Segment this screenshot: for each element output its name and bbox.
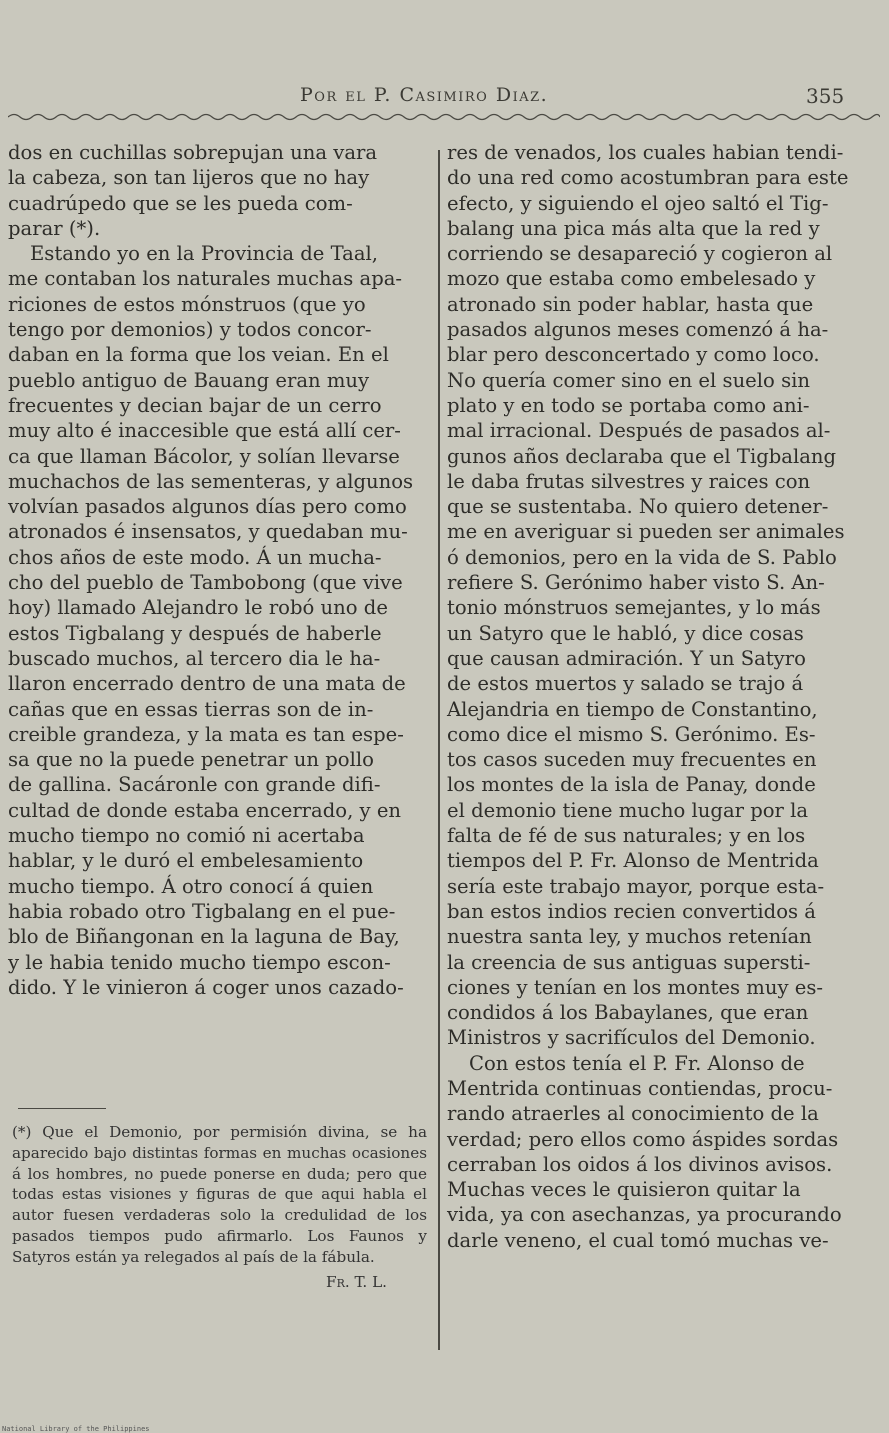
text-line: verdad; pero ellos como áspides sordas [447, 1127, 839, 1151]
text-line: Con estos tenía el P. Fr. Alonso de [469, 1051, 805, 1075]
text-line: que causan admiración. Y un Satyro [447, 646, 806, 670]
text-line: sa que no la puede penetrar un pollo [8, 748, 374, 772]
text-line: daban en la forma que los veian. En el [8, 343, 389, 367]
text-line: de gallina. Sacáronle con grande difi- [8, 773, 381, 797]
text-line: blar pero desconcertado y como loco. [447, 343, 820, 367]
text-line: que se sustentaba. No quiero detener- [447, 495, 829, 519]
right-column [447, 140, 867, 1253]
text-line: atronados é insensatos, y quedaban mu- [8, 520, 408, 544]
text-line: un Satyro que le habló, y dice cosas [447, 621, 804, 645]
text-line: res de venados, los cuales habian tendi- [447, 141, 844, 164]
text-line: la creencia de sus antiguas supersti- [447, 950, 811, 974]
text-line: chos años de este modo. Á un mucha- [8, 545, 382, 569]
text-line: condidos á los Babaylanes, que eran [447, 1001, 809, 1025]
text-line: balang una pica más alta que la red y [447, 216, 820, 240]
text-line: mal irracional. Después de pasados al- [447, 419, 831, 443]
text-line: ban estos indios recien convertidos á [447, 899, 816, 923]
text-line: mucho tiempo no comió ni acertaba [8, 824, 365, 848]
text-line: tonio mónstruos semejantes, y lo más [447, 596, 821, 620]
text-line: cho del pueblo de Tambobong (que vive [8, 571, 403, 595]
text-line: vida, ya con asechanzas, ya procurando [447, 1203, 842, 1227]
text-line: gunos años declaraba que el Tigbalang [447, 444, 837, 468]
library-credit: National Library of the Philippines [2, 1425, 150, 1433]
text-line: cañas que en essas tierras son de in- [8, 697, 374, 721]
text-line: plato y en todo se portaba como ani- [447, 393, 810, 417]
text-line: me contaban los naturales muchas apa- [8, 267, 403, 291]
text-line: Ministros y sacrifículos del Demonio. [447, 1026, 816, 1050]
text-line: nuestra santa ley, y muchos retenían [447, 925, 812, 949]
text-line: me en averiguar si pueden ser animales [447, 520, 845, 544]
text-line: ca que llaman Bácolor, y solían llevarse [8, 444, 400, 468]
footnote-text: (*) Que el Demonio, por permisión divina, se ha aparecido bajo distintas formas en muchas ocasiones á los hombres, no puede ponerse en duda; pero que todas estas visiones y figuras de que aqui habla el autor fuesen verdaderas solo la credulidad de los pasados tiempos pudo afirmarlo. Los Faunos y Satyros están ya relegados al país de la fábula. [12, 1123, 427, 1266]
text-line: creible grandeza, y la mata es tan espe- [8, 722, 404, 746]
text-line: buscado muchos, al tercero dia le ha- [8, 646, 381, 670]
text-line: cultad de donde estaba encerrado, y en [8, 798, 402, 822]
text-line: ciones y tenían en los montes muy es- [447, 975, 824, 999]
text-line: volvían pasados algunos días pero como [8, 495, 407, 519]
left-column [8, 140, 426, 1000]
column-divider [438, 150, 440, 1350]
text-line: de estos muertos y salado se trajo á [447, 672, 804, 696]
footnote-signature: Fr. T. L. [326, 1272, 387, 1291]
footnote [12, 1122, 427, 1292]
text-line: tos casos suceden muy frecuentes en [447, 748, 817, 772]
text-line: Alejandria en tiempo de Constantino, [447, 697, 818, 721]
text-line: pasados algunos meses comenzó á ha- [447, 318, 829, 342]
text-line: refiere S. Gerónimo haber visto S. An- [447, 571, 825, 595]
text-line: habia robado otro Tigbalang en el pue- [8, 899, 396, 923]
text-line: Muchas veces le quisieron quitar la [447, 1178, 801, 1202]
text-line: rando atraerles al conocimiento de la [447, 1102, 819, 1126]
text-line: la cabeza, son tan lijeros que no hay [8, 166, 370, 190]
text-line: riciones de estos mónstruos (que yo [8, 292, 366, 316]
text-line: frecuentes y decian bajar de un cerro [8, 393, 382, 417]
text-line: sería este trabajo mayor, porque esta- [447, 874, 825, 898]
text-line: estos Tigbalang y después de haberle [8, 621, 382, 645]
text-line: le daba frutas silvestres y raices con [447, 469, 811, 493]
running-title: Por el P. Casimiro Diaz. [300, 84, 549, 106]
text-line: hablar, y le duró el embelesamiento [8, 849, 364, 873]
text-line: do una red como acostumbran para este [447, 166, 849, 190]
text-line: cerraban los oidos á los divinos avisos. [447, 1152, 833, 1176]
text-line: los montes de la isla de Panay, donde [447, 773, 816, 797]
text-line: falta de fé de sus naturales; y en los [447, 824, 806, 848]
text-line: mozo que estaba como embelesado y [447, 267, 816, 291]
header-wavy-rule [8, 110, 880, 124]
text-line: efecto, y siguiendo el ojeo saltó el Tig- [447, 191, 829, 215]
text-line: mucho tiempo. Á otro conocí á quien [8, 874, 374, 898]
text-line: llaron encerrado dentro de una mata de [8, 672, 406, 696]
text-line: cuadrúpedo que se les pueda com- [8, 191, 353, 215]
text-line: dos en cuchillas sobrepujan una vara [8, 141, 378, 164]
text-line: darle veneno, el cual tomó muchas ve- [447, 1228, 829, 1252]
text-line: pueblo antiguo de Bauang eran muy [8, 368, 370, 392]
footnote-rule [18, 1108, 106, 1109]
text-line: hoy) llamado Alejandro le robó uno de [8, 596, 388, 620]
text-line: Estando yo en la Provincia de Taal, [30, 242, 379, 266]
text-line: atronado sin poder hablar, hasta que [447, 292, 814, 316]
text-line: como dice el mismo S. Gerónimo. Es- [447, 722, 816, 746]
page-number: 355 [806, 84, 845, 108]
text-line: ó demonios, pero en la vida de S. Pablo [447, 545, 837, 569]
text-line: blo de Biñangonan en la laguna de Bay, [8, 925, 400, 949]
text-line: corriendo se desapareció y cogieron al [447, 242, 833, 266]
text-line: No quería comer sino en el suelo sin [447, 368, 811, 392]
text-line: tengo por demonios) y todos concor- [8, 318, 372, 342]
text-line: parar (*). [8, 216, 101, 240]
text-line: Mentrida continuas contiendas, procu- [447, 1076, 833, 1100]
text-line: muy alto é inaccesible que está allí cer- [8, 419, 401, 443]
text-line: y le habia tenido mucho tiempo escon- [8, 950, 391, 974]
text-line: el demonio tiene mucho lugar por la [447, 798, 809, 822]
text-line: dido. Y le vinieron á coger unos cazado- [8, 975, 404, 999]
text-line: muchachos de las sementeras, y algunos [8, 469, 414, 493]
text-line: tiempos del P. Fr. Alonso de Mentrida [447, 849, 819, 873]
